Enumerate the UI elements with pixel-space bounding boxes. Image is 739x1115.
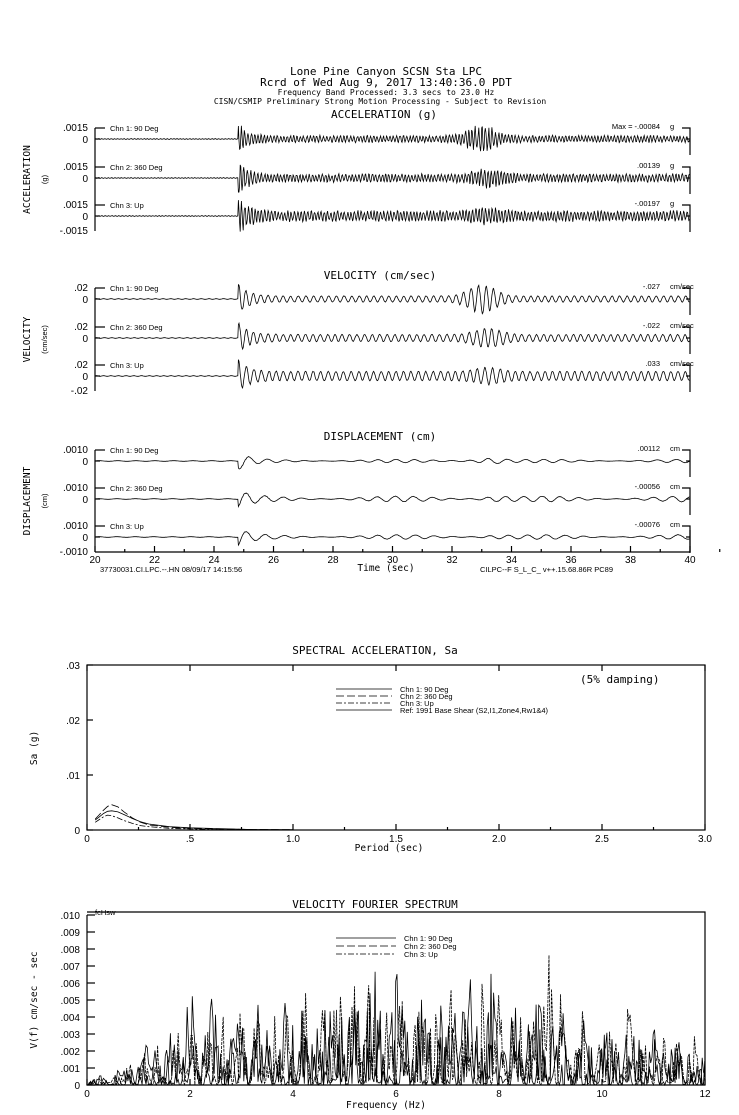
- sa-ytick-label: .03: [66, 661, 80, 672]
- ytick-label: .0015: [62, 123, 88, 134]
- peak-unit: g: [670, 199, 675, 208]
- fourier-ylabel: V(f) cm/sec - sec: [29, 951, 40, 1049]
- peak-unit: g: [670, 161, 675, 170]
- ytick-label: 0: [82, 457, 88, 468]
- channel-label: Chn 2: 360 Deg: [110, 484, 163, 493]
- velocity-yunit: (cm/sec): [40, 325, 49, 354]
- channel-right-axis: [682, 365, 690, 392]
- fourier-xtick-label: 12: [699, 1089, 711, 1100]
- velocity-trace-chn3: [95, 360, 689, 388]
- peak-value: -.022: [642, 321, 660, 330]
- ytick-label: 0: [82, 295, 88, 306]
- channel-label: Chn 3: Up: [110, 201, 144, 210]
- acceleration-yunit: (g): [40, 174, 49, 185]
- displacement-trace-chn2: [95, 493, 689, 507]
- ytick-label: 0: [82, 533, 88, 544]
- time-tick-label: 38: [624, 555, 637, 566]
- peak-value: .033: [645, 359, 660, 368]
- time-tick-label: 22: [148, 555, 161, 566]
- sa-xlabel: Period (sec): [354, 843, 424, 854]
- sa-damping-note: (5% damping): [580, 673, 660, 686]
- displacement-ylabel: DISPLACEMENT: [22, 466, 33, 536]
- peak-value: .00112: [637, 444, 660, 453]
- channel-label: Chn 2: 360 Deg: [110, 163, 163, 172]
- peak-unit: cm/sec: [670, 321, 694, 330]
- displacement-yunit: (cm): [40, 493, 49, 509]
- sa-ytick-label: .02: [66, 716, 80, 727]
- time-tick-label: 28: [327, 555, 339, 566]
- ytick-label: .0015: [62, 162, 88, 173]
- fourier-xtick-label: 10: [596, 1089, 608, 1100]
- velocity-trace-chn2: [95, 323, 689, 349]
- time-tick-label: 24: [208, 555, 220, 566]
- ytick-label: 0: [82, 495, 88, 506]
- fourier-ytick-label: .002: [60, 1047, 80, 1058]
- fourier-xtick-label: 2: [187, 1089, 193, 1100]
- velocity-title: VELOCITY (cm/sec): [323, 269, 437, 282]
- channel-right-axis: [682, 450, 690, 477]
- channel-right-axis: [682, 167, 690, 194]
- ytick-label: 0: [82, 135, 88, 146]
- peak-unit: g: [670, 122, 675, 131]
- footer-right: CILPC--F S_L_C_ v++.15.68.86R PC89: [480, 565, 613, 574]
- ytick-label: .0010: [62, 483, 88, 494]
- fourier-legend-label: Chn 2: 360 Deg: [404, 942, 457, 951]
- peak-unit: cm: [670, 520, 680, 529]
- fourier-xlabel: Frequency (Hz): [345, 1100, 427, 1111]
- ytick-label: .02: [74, 360, 88, 371]
- record-time: Rcrd of Wed Aug 9, 2017 13:40:36.0 PDT: [260, 76, 512, 89]
- fourier-ytick-label: .007: [60, 962, 80, 973]
- fourier-ytick-label: .001: [60, 1064, 80, 1075]
- velocity-trace-chn1: [95, 285, 689, 314]
- fourier-ytick-label: .006: [60, 979, 80, 990]
- sa-curve-chn2: [95, 805, 293, 830]
- ytick-label: 0: [82, 174, 88, 185]
- peak-unit: cm/sec: [670, 359, 694, 368]
- time-tick-label: 20: [89, 555, 101, 566]
- channel-label: Chn 1: 90 Deg: [110, 284, 159, 293]
- sa-legend-label: Chn 1: 90 Deg: [400, 685, 449, 694]
- channel-label: Chn 3: Up: [110, 522, 144, 531]
- sa-ytick-label: 0: [74, 826, 80, 837]
- sa-xtick-label: 1.5: [389, 834, 403, 845]
- peak-value: -.00076: [634, 520, 660, 529]
- frequency-band: Frequency Band Processed: 3.3 secs to 23.0 Hz: [277, 88, 495, 97]
- fourier-ytick-label: .009: [60, 928, 80, 939]
- peak-unit: cm/sec: [670, 282, 694, 291]
- time-tick-label: 30: [386, 555, 399, 566]
- fourier-title: VELOCITY FOURIER SPECTRUM: [292, 898, 458, 911]
- channel-right-axis: [682, 327, 690, 354]
- ytick-label: 0: [82, 334, 88, 345]
- fourier-ytick-label: .005: [60, 996, 80, 1007]
- fourier-xtick-label: 8: [496, 1089, 502, 1100]
- fourier-corner-label: fcHsw: [95, 908, 116, 917]
- time-tick-label: 34: [505, 555, 518, 566]
- sa-curve-chn1: [95, 811, 293, 830]
- ytick-label: .0015: [62, 200, 88, 211]
- peak-value: -.00197: [634, 199, 660, 208]
- acceleration-trace-chn2: [95, 165, 689, 192]
- sa-plot-frame: [87, 665, 705, 830]
- ytick-label: .02: [74, 322, 88, 333]
- channel-label: Chn 1: 90 Deg: [110, 446, 159, 455]
- fourier-ytick-label: 0: [74, 1081, 80, 1092]
- time-tick-label: 40: [684, 555, 696, 566]
- ytick-label: 0: [82, 372, 88, 383]
- acceleration-trace-chn3: [95, 200, 689, 232]
- sa-xtick-label: 1.0: [286, 834, 300, 845]
- time-tick-label: 36: [565, 555, 577, 566]
- peak-value: .00139: [637, 161, 660, 170]
- acceleration-ylabel: ACCELERATION: [22, 145, 33, 214]
- fourier-ytick-label: .003: [60, 1030, 80, 1041]
- time-tick-label: 26: [267, 555, 280, 566]
- velocity-ylabel: VELOCITY: [22, 316, 33, 363]
- time-tick-label: 32: [446, 555, 458, 566]
- sa-ytick-label: .01: [66, 771, 80, 782]
- accel-title: ACCELERATION (g): [331, 108, 437, 121]
- fourier-xtick-label: 6: [393, 1089, 399, 1100]
- fourier-xtick-label: 4: [290, 1089, 296, 1100]
- displacement-trace-chn1: [95, 457, 689, 469]
- ytick-label: -.0010: [59, 547, 88, 558]
- sa-legend-label: Chn 2: 360 Deg: [400, 692, 453, 701]
- ytick-label: .02: [74, 283, 88, 294]
- displacement-trace-chn3: [95, 532, 689, 546]
- fourier-curve-chn2: [88, 955, 705, 1085]
- peak-unit: cm: [670, 444, 680, 453]
- peak-value: -.00056: [634, 482, 660, 491]
- station-title: Lone Pine Canyon SCSN Sta LPC: [289, 65, 483, 78]
- ytick-label: -.0015: [59, 226, 88, 237]
- sa-xtick-label: 0: [84, 834, 90, 845]
- ytick-label: .0010: [62, 445, 88, 456]
- ytick-label: -.02: [70, 386, 88, 397]
- ytick-label: .0010: [62, 521, 88, 532]
- fourier-ytick-label: .004: [60, 1013, 80, 1024]
- time-axis-label: Time (sec): [357, 563, 415, 574]
- processing-note: CISN/CSMIP Preliminary Strong Motion Processing - Subject to Revision: [213, 97, 547, 106]
- fourier-legend-label: Chn 1: 90 Deg: [404, 934, 453, 943]
- sa-xtick-label: .5: [185, 834, 195, 845]
- footer-left: 37730031.CI.LPC.--.HN 08/09/17 14:15:56: [100, 565, 243, 574]
- acceleration-trace-chn1: [95, 126, 689, 151]
- peak-value: -.027: [642, 282, 660, 291]
- fourier-xtick-label: 0: [84, 1089, 90, 1100]
- sa-xtick-label: 2.5: [595, 834, 609, 845]
- sa-title: SPECTRAL ACCELERATION, Sa: [292, 644, 458, 657]
- peak-unit: cm: [670, 482, 680, 491]
- displacement-title: DISPLACEMENT (cm): [323, 430, 437, 443]
- sa-xtick-label: 3.0: [698, 834, 712, 845]
- sa-ylabel: Sa (g): [29, 730, 40, 766]
- sa-legend-label: Ref: 1991 Base Shear (S2,I1,Zone4,Rw1&4): [400, 706, 549, 715]
- fourier-ytick-label: .008: [60, 945, 80, 956]
- channel-label: Chn 3: Up: [110, 361, 144, 370]
- fourier-ytick-label: .010: [60, 911, 80, 922]
- channel-label: Chn 1: 90 Deg: [110, 124, 159, 133]
- sa-legend-label: Chn 3: Up: [400, 699, 434, 708]
- ytick-label: 0: [82, 212, 88, 223]
- channel-label: Chn 2: 360 Deg: [110, 323, 163, 332]
- sa-xtick-label: 2.0: [492, 834, 506, 845]
- peak-value: Max = -.00084: [611, 122, 660, 131]
- fourier-legend-label: Chn 3: Up: [404, 950, 438, 959]
